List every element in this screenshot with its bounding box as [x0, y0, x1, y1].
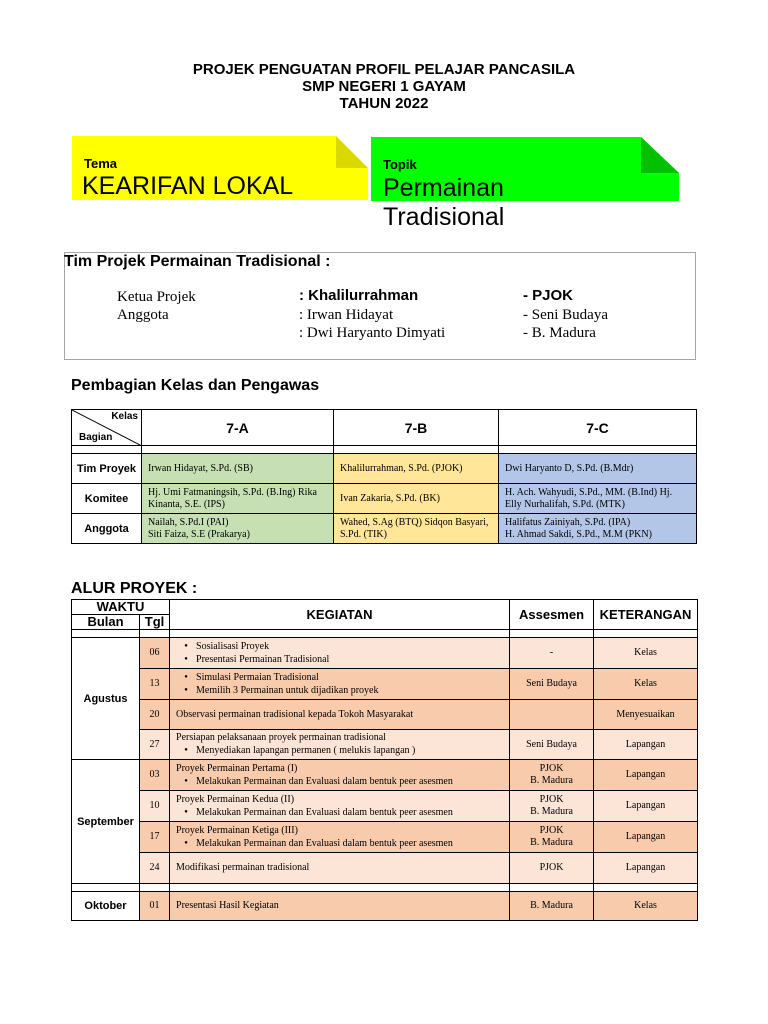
note-cell: Lapangan: [594, 760, 698, 791]
document-year: TAHUN 2022: [339, 95, 429, 112]
date-cell: 10: [140, 791, 170, 822]
assessment-cell: -: [510, 638, 594, 669]
activity-cell: [170, 730, 510, 760]
table-row: [72, 791, 698, 822]
assessment-cell: Seni Budaya: [510, 669, 594, 700]
activity-line: Presentasi Hasil Kegiatan: [176, 900, 279, 911]
activity-cell: [170, 669, 510, 700]
table-row: [72, 892, 698, 921]
activity-cell: [170, 638, 510, 669]
note-cell: Kelas: [594, 669, 698, 700]
row-label: Tim Proyek: [72, 454, 142, 484]
waktu-header: WAKTU: [72, 600, 170, 615]
corner-cell: [72, 410, 142, 446]
activity-line: ● Melakukan Permainan dan Evaluasi dalam bentuk peer asesmen: [176, 806, 503, 819]
team-member-name: : Khalilurrahman: [299, 287, 419, 304]
alur-section-title: ALUR PROYEK :: [71, 580, 198, 597]
table-row: [72, 822, 698, 853]
activity-cell: [170, 760, 510, 791]
table-cell: Dwi Haryanto D, S.Pd. (B.Mdr): [499, 454, 697, 484]
alur-table: [71, 599, 698, 921]
activity-line: ● Memilih 3 Permainan untuk dijadikan proyek: [176, 684, 503, 697]
document-title: PROJEK PENGUATAN PROFIL PELAJAR PANCASILA: [192, 61, 576, 78]
bulan-header: Bulan: [72, 615, 140, 630]
activity-line: Proyek Permainan Kedua (II): [176, 793, 295, 805]
assessment-cell: PJOK B. Madura: [510, 791, 594, 822]
team-role: Ketua Projek: [117, 289, 196, 305]
activity-line: ● Presentasi Permainan Tradisional: [176, 653, 503, 666]
table-row: [72, 853, 698, 884]
topik-banner: [371, 137, 681, 231]
activity-cell: [170, 700, 510, 730]
activity-cell: [170, 853, 510, 884]
keterangan-header: KETERANGAN: [594, 600, 698, 630]
kegiatan-header: KEGIATAN: [170, 600, 510, 630]
activity-line: ● Melakukan Permainan dan Evaluasi dalam bentuk peer asesmen: [176, 837, 503, 850]
date-cell: 27: [140, 730, 170, 760]
table-cell: Wahed, S.Ag (BTQ) Sidqon Basyari, S.Pd. (TIK): [334, 514, 499, 544]
table-row: [72, 454, 697, 484]
table-row: [72, 669, 698, 700]
team-member-subject: - Seni Budaya: [523, 307, 608, 323]
row-label: Anggota: [72, 514, 142, 544]
date-cell: 13: [140, 669, 170, 700]
team-member-name: : Dwi Haryanto Dimyati: [299, 325, 446, 341]
table-cell: Halifatus Zainiyah, S.Pd. (IPA) H. Ahmad Sakdi, S.Pd., M.M (PKN): [499, 514, 697, 544]
table-row: [72, 484, 697, 514]
activity-cell: [170, 892, 510, 921]
team-member-name: : Irwan Hidayat: [299, 307, 394, 323]
activity-line: Modifikasi permainan tradisional: [176, 862, 310, 873]
table-cell: Khalilurrahman, S.Pd. (PJOK): [334, 454, 499, 484]
table-cell: Nailah, S.Pd.I (PAI) Siti Faiza, S.E (Prakarya): [142, 514, 334, 544]
activity-cell: [170, 791, 510, 822]
assessment-cell: B. Madura: [510, 892, 594, 921]
corner-bagian-label: Bagian: [79, 432, 113, 443]
topik-label: Topik: [383, 157, 417, 172]
tema-label: Tema: [84, 156, 117, 171]
column-header-7c: 7-C: [499, 410, 697, 446]
month-label: September: [72, 760, 140, 884]
assessment-cell: [510, 700, 594, 730]
note-cell: Kelas: [594, 892, 698, 921]
assesmen-header: Assesmen: [510, 600, 594, 630]
table-cell: Hj. Umi Fatmaningsih, S.Pd. (B.Ing) Rika Kinanta, S.E. (IPS): [142, 484, 334, 514]
date-cell: 06: [140, 638, 170, 669]
activity-cell: [170, 822, 510, 853]
note-cell: Lapangan: [594, 730, 698, 760]
topik-title-line1: Permainan: [383, 174, 504, 202]
assessment-cell: PJOK B. Madura: [510, 822, 594, 853]
row-label: Komitee: [72, 484, 142, 514]
assessment-cell: Seni Budaya: [510, 730, 594, 760]
column-header-7b: 7-B: [334, 410, 499, 446]
note-cell: Lapangan: [594, 822, 698, 853]
table-cell: Ivan Zakaria, S.Pd. (BK): [334, 484, 499, 514]
team-member-subject: - PJOK: [523, 287, 574, 304]
table-row: [72, 730, 698, 760]
team-member-subject: - B. Madura: [523, 325, 596, 341]
activity-line: ● Melakukan Permainan dan Evaluasi dalam bentuk peer asesmen: [176, 775, 503, 788]
column-header-7a: 7-A: [142, 410, 334, 446]
tema-banner: [72, 136, 370, 200]
tema-title: KEARIFAN LOKAL: [82, 172, 294, 200]
activity-line: Proyek Permainan Ketiga (III): [176, 824, 298, 836]
activity-line: ● Menyediakan lapangan permanen ( melukis lapangan ): [176, 744, 503, 757]
table-row: [72, 638, 698, 669]
class-table-header: [72, 410, 697, 446]
activity-line: ● Sosialisasi Proyek: [176, 640, 503, 653]
table-cell: H. Ach. Wahyudi, S.Pd., MM. (B.Ind) Hj. Elly Nurhalifah, S.Pd. (MTK): [499, 484, 697, 514]
class-table: [71, 409, 697, 544]
table-cell: Irwan Hidayat, S.Pd. (SB): [142, 454, 334, 484]
date-cell: 24: [140, 853, 170, 884]
date-cell: 01: [140, 892, 170, 921]
activity-line: Observasi permainan tradisional kepada Tokoh Masyarakat: [176, 708, 414, 720]
assessment-cell: PJOK B. Madura: [510, 760, 594, 791]
corner-kelas-label: Kelas: [111, 411, 138, 422]
class-section-title: Pembagian Kelas dan Pengawas: [71, 377, 320, 394]
topik-title-line2: Tradisional: [383, 203, 505, 231]
note-cell: Menyesuaikan: [594, 700, 698, 730]
tgl-header: Tgl: [140, 615, 170, 630]
date-cell: 17: [140, 822, 170, 853]
activity-line: Proyek Permainan Pertama (I): [176, 762, 298, 774]
table-row: [72, 760, 698, 791]
school-name: SMP NEGERI 1 GAYAM: [302, 78, 466, 95]
activity-line: Persiapan pelaksanaan proyek permainan tradisional: [176, 732, 386, 743]
table-row: [72, 700, 698, 730]
month-label: Oktober: [72, 892, 140, 921]
date-cell: 20: [140, 700, 170, 730]
note-cell: Lapangan: [594, 791, 698, 822]
date-cell: 03: [140, 760, 170, 791]
activity-line: ● Simulasi Permaian Tradisional: [176, 671, 503, 684]
note-cell: Kelas: [594, 638, 698, 669]
team-heading: Tim Projek Permainan Tradisional :: [64, 253, 331, 270]
table-row: [72, 514, 697, 544]
month-label: Agustus: [72, 638, 140, 760]
team-role: Anggota: [117, 307, 169, 323]
note-cell: Lapangan: [594, 853, 698, 884]
assessment-cell: PJOK: [510, 853, 594, 884]
